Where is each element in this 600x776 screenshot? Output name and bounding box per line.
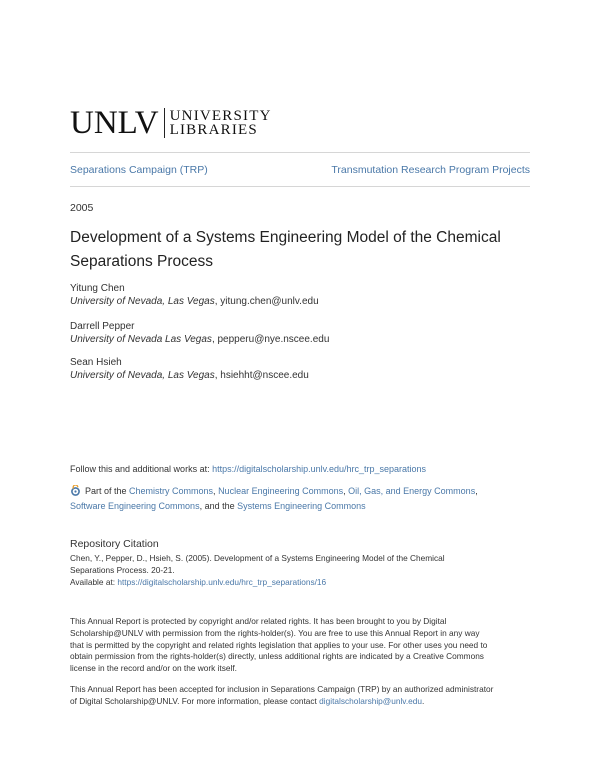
- collection-link-transmutation[interactable]: Transmutation Research Program Projects: [331, 164, 530, 176]
- rights-line: obtain permission from the rights-holder(s) directly, unless additional rights are indicated by a Creative Commons: [70, 651, 484, 662]
- acceptance-line: This Annual Report has been accepted for inclusion in Separations Campaign (TRP) by an authorized administrator: [70, 684, 494, 694]
- rights-line: Scholarship@UNLV with permission from the rights-holder(s). You are free to use this Annual Report in any way: [70, 627, 480, 638]
- rights-line: license in the record and/or on the work itself.: [70, 663, 237, 674]
- author-name: Sean Hsieh: [70, 357, 122, 368]
- separator: ,: [475, 486, 478, 496]
- citation-url-link[interactable]: https://digitalscholarship.unlv.edu/hrc_trp_separations/16: [117, 576, 327, 587]
- acceptance-line: [70, 696, 532, 708]
- open-access-icon: [70, 485, 81, 498]
- logo-words: [170, 109, 272, 137]
- rights-line: that is permitted by the copyright and related rights legislation that applies to your use. For other uses you need to: [70, 639, 488, 650]
- part-of-line: [70, 485, 478, 498]
- separator: ,: [213, 486, 219, 496]
- acceptance-statement: [70, 684, 532, 708]
- separator: , and the: [199, 501, 238, 511]
- available-label: Available at:: [70, 576, 118, 587]
- collection-link-separations[interactable]: Separations Campaign (TRP): [70, 164, 208, 176]
- publication-year: 2005: [70, 202, 94, 214]
- rights-statement: [70, 616, 532, 675]
- author-name: Yitung Chen: [70, 283, 125, 294]
- oil-gas-energy-commons-link[interactable]: Oil, Gas, and Energy Commons: [348, 486, 476, 496]
- nav-divider: [70, 186, 530, 187]
- top-divider: [70, 152, 530, 153]
- contact-suffix: .: [421, 695, 425, 706]
- author-affiliation: University of Nevada, Las Vegas: [70, 370, 215, 381]
- rights-line: This Annual Report is protected by copyright and/or related rights. It has been brought to you by Digital: [70, 616, 447, 626]
- part-of-line-continued: [70, 501, 366, 511]
- citation-line: Chen, Y., Pepper, D., Hsieh, S. (2005). Development of a Systems Engineering Model of the Chemical: [70, 553, 445, 563]
- citation-text: [70, 553, 532, 588]
- author-email: , pepperu@nye.nscee.edu: [211, 334, 330, 345]
- nuclear-engineering-commons-link[interactable]: Nuclear Engineering Commons: [218, 486, 344, 496]
- repository-citation-heading: Repository Citation: [70, 538, 159, 550]
- logo-libraries-text: LIBRARIES: [169, 122, 258, 138]
- chemistry-commons-link[interactable]: Chemistry Commons: [129, 486, 214, 496]
- follow-url-link[interactable]: https://digitalscholarship.unlv.edu/hrc_trp_separations: [212, 464, 427, 474]
- citation-available-line: [70, 577, 532, 589]
- author-email: , yitung.chen@unlv.edu: [214, 296, 319, 307]
- separator: ,: [343, 486, 349, 496]
- logo-unlv-text: UNLV: [70, 105, 159, 141]
- author-block: [70, 356, 309, 382]
- author-block: [70, 320, 329, 346]
- part-of-prefix: Part of the: [85, 486, 130, 496]
- author-name: Darrell Pepper: [70, 321, 135, 332]
- author-email: , hsiehht@nscee.edu: [214, 370, 309, 381]
- citation-line: Separations Process. 20-21.: [70, 564, 175, 575]
- author-affiliation: University of Nevada, Las Vegas: [70, 296, 215, 307]
- contact-email-link[interactable]: digitalscholarship@unlv.edu: [319, 695, 422, 706]
- author-affiliation: University of Nevada Las Vegas: [70, 334, 212, 345]
- unlv-libraries-logo: [70, 106, 272, 140]
- document-title: Development of a Systems Engineering Model of the Chemical Separations Process: [70, 229, 501, 270]
- systems-engineering-commons-link[interactable]: Systems Engineering Commons: [237, 501, 366, 511]
- follow-prefix: Follow this and additional works at:: [70, 464, 213, 474]
- contact-prefix: of Digital Scholarship@UNLV. For more information, please contact: [70, 695, 320, 706]
- software-engineering-commons-link[interactable]: Software Engineering Commons: [70, 501, 200, 511]
- logo-university-text: UNIVERSITY: [169, 108, 272, 124]
- author-block: [70, 282, 319, 308]
- logo-divider: [164, 108, 165, 138]
- follow-line: [70, 464, 426, 474]
